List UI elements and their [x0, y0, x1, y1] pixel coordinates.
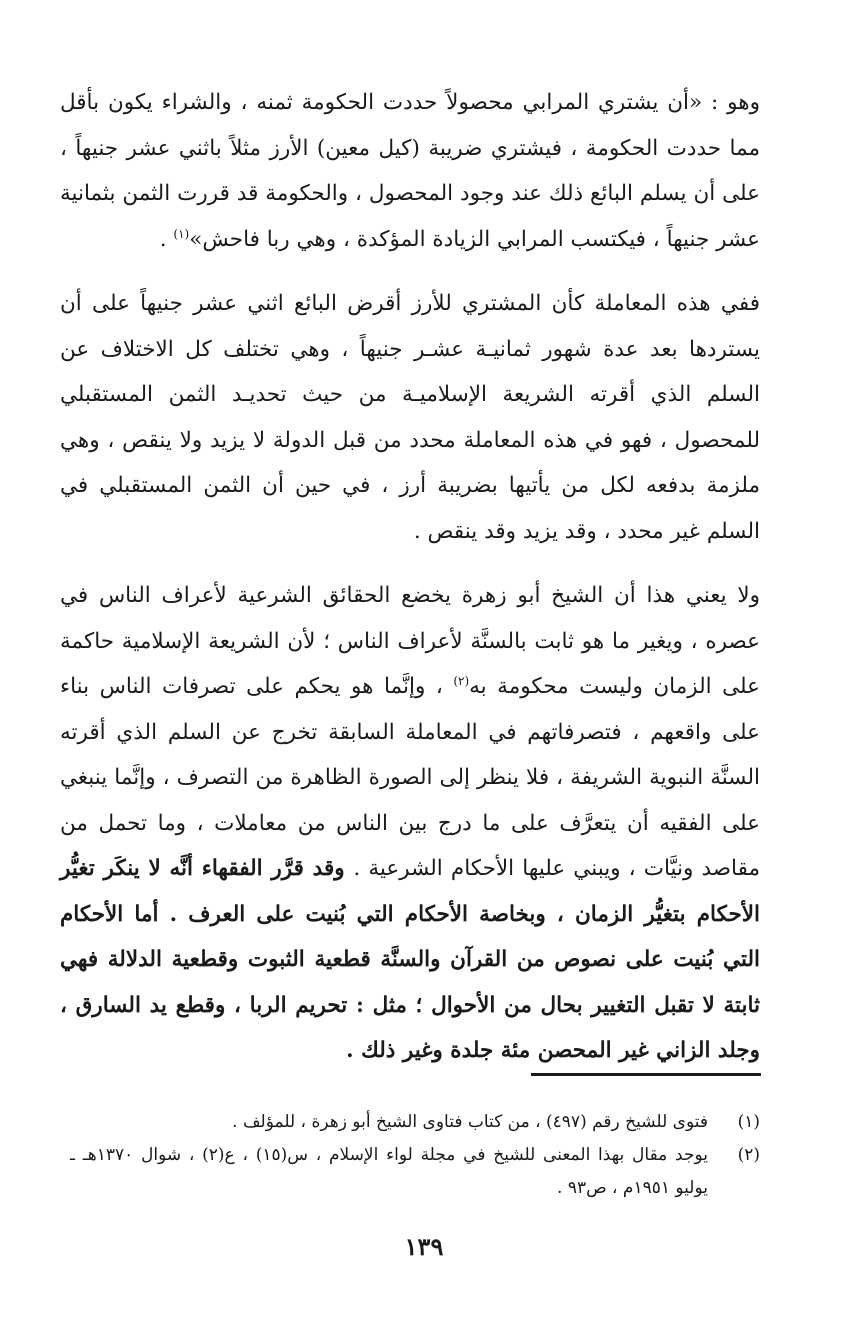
footnote-text-1: فتوى للشيخ رقم (٤٩٧) ، من كتاب فتاوى الشيخ أبو زهرة ، للمؤلف .	[232, 1112, 708, 1132]
paragraph-3-continued: ، وإنَّما هو يحكم على تصرفات الناس بناء على واقعهم ، فتصرفاتهم في المعاملة السابقة تخرج عن السلم الذي أقرته السنَّة النبوية الشريفة ، فلا ينظر إلى الصورة الظاهرة من التصرف ، وإنَّما ينبغي على الفقيه أن يتعرَّف على ما درج بين الناس من معاملات ، وما تحمل من مقاصد ونيَّات ، ويبني عليها الأحكام الشرعية .	[60, 674, 761, 881]
paragraph-2: ففي هذه المعاملة كأن المشتري للأرز أقرض البائع اثني عشر جنيهاً على أن يستردها بعد عدة شهور ثمانيـة عشـر جنيهاً ، وهي تختلف كل الاختلاف عن السلم الذي أقرته الشريعة الإسلاميـة من حيث تحديـد الثمن المستقبلي للمحصول ، فهو في هذه المعاملة محدد من قبل الدولة لا يزيد ولا ينقص ، وهي ملزمة بدفعه لكل من يأتيها بضريبة أرز ، في حين أن الثمن المستقبلي في السلم غير محدد ، وقد يزيد وقد ينقص .	[60, 291, 760, 544]
page-body	[60, 80, 760, 1074]
footnote-divider	[531, 1073, 761, 1076]
footnote-ref-2[interactable]: (٢)	[453, 673, 470, 688]
paragraph-1	[60, 80, 760, 262]
paragraph-1-end: .	[159, 226, 174, 252]
paragraph-3-bold-text: وقد قرَّر الفقهاء أنَّه لا ينكَر تغيُّر الأحكام بتغيُّر الزمان ، وبخاصة الأحكام التي بُنيت على العرف . أما الأحكام التي بُنيت على نصوص من القرآن والسنَّة قطعية الثبوت وقطعية الدلالة فهي ثابتة لا تقبل التغيير بحال من الأحوال ؛ مثل : تحريم الربا ، وقطع يد السارق ، وجلد الزاني غير المحصن مئة جلدة وغير ذلك .	[60, 856, 760, 1063]
footnote-item-2	[70, 1139, 760, 1205]
paragraph-3-text: ولا يعني هذا أن الشيخ أبو زهرة يخضع الحقائق الشرعية لأعراف الناس في عصره ، ويغير ما هو ثابت بالسنَّة لأعراف الناس ؛ لأن الشريعة الإسلامية حاكمة على الزمان وليست محكومة به	[60, 583, 760, 699]
footnote-item-1	[70, 1106, 760, 1139]
footnotes	[70, 1106, 760, 1205]
paragraph-3	[60, 573, 760, 1074]
footnote-ref-1[interactable]: (١)	[173, 226, 190, 241]
footnote-number-1: (١)	[737, 1112, 760, 1132]
paragraph-1-text: وهو : «أن يشتري المرابي محصولاً حددت الحكومة ثمنه ، والشراء يكون بأقل مما حددت الحكومة ، فيشتري ضريبة (كيل معين) الأرز مثلاً باثني عشر جنيهاً ، على أن يسلم البائع ذلك عند وجود المحصول ، والحكومة قد قررت الثمن بثمانية عشر جنيهاً ، فيكتسب المرابي الزيادة المؤكدة ، وهي ربا فاحش»	[60, 90, 760, 252]
footnote-number-2: (٢)	[737, 1145, 760, 1165]
page-number: ١٣٩	[404, 1232, 444, 1261]
footnote-text-2: يوجد مقال بهذا المعنى للشيخ في مجلة لواء الإسلام ، س(١٥) ، ع(٢) ، شوال ١٣٧٠هـ ـ يوليو ١٩٥١م ، ص٩٣ .	[70, 1145, 708, 1198]
